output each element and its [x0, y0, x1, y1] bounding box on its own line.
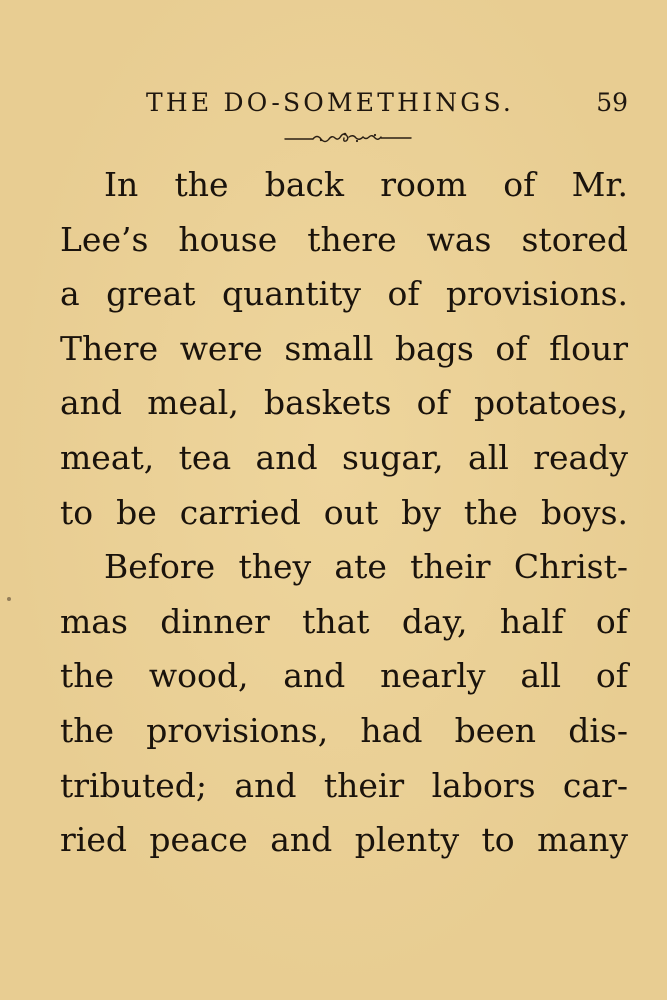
text-line: Before they ate their Christ- — [104, 547, 628, 587]
running-head — [60, 88, 628, 128]
text-line: mas dinner that day, half of — [60, 601, 628, 641]
body-text — [60, 158, 628, 868]
running-title: THE DO-SOMETHINGS. — [146, 88, 515, 117]
decorative-rule-icon — [283, 131, 413, 145]
text-line: tributed; and their labors car- — [60, 765, 628, 805]
text-line: to be carried out by the boys. — [60, 492, 628, 532]
paper-speck — [7, 597, 11, 601]
text-line: meat, tea and sugar, all ready — [60, 437, 628, 477]
text-line: a great quantity of provisions. — [60, 274, 628, 314]
text-line: the provisions, had been dis- — [60, 710, 628, 750]
text-line: There were small bags of flour — [60, 328, 628, 368]
text-line: and meal, baskets of potatoes, — [60, 383, 628, 423]
text-line: Lee’s house there was stored — [60, 219, 628, 259]
text-line: the wood, and nearly all of — [60, 656, 628, 696]
text-line: In the back room of Mr. — [104, 165, 628, 204]
text-line: ried peace and plenty to many — [60, 820, 628, 860]
page-number: 59 — [596, 88, 628, 117]
